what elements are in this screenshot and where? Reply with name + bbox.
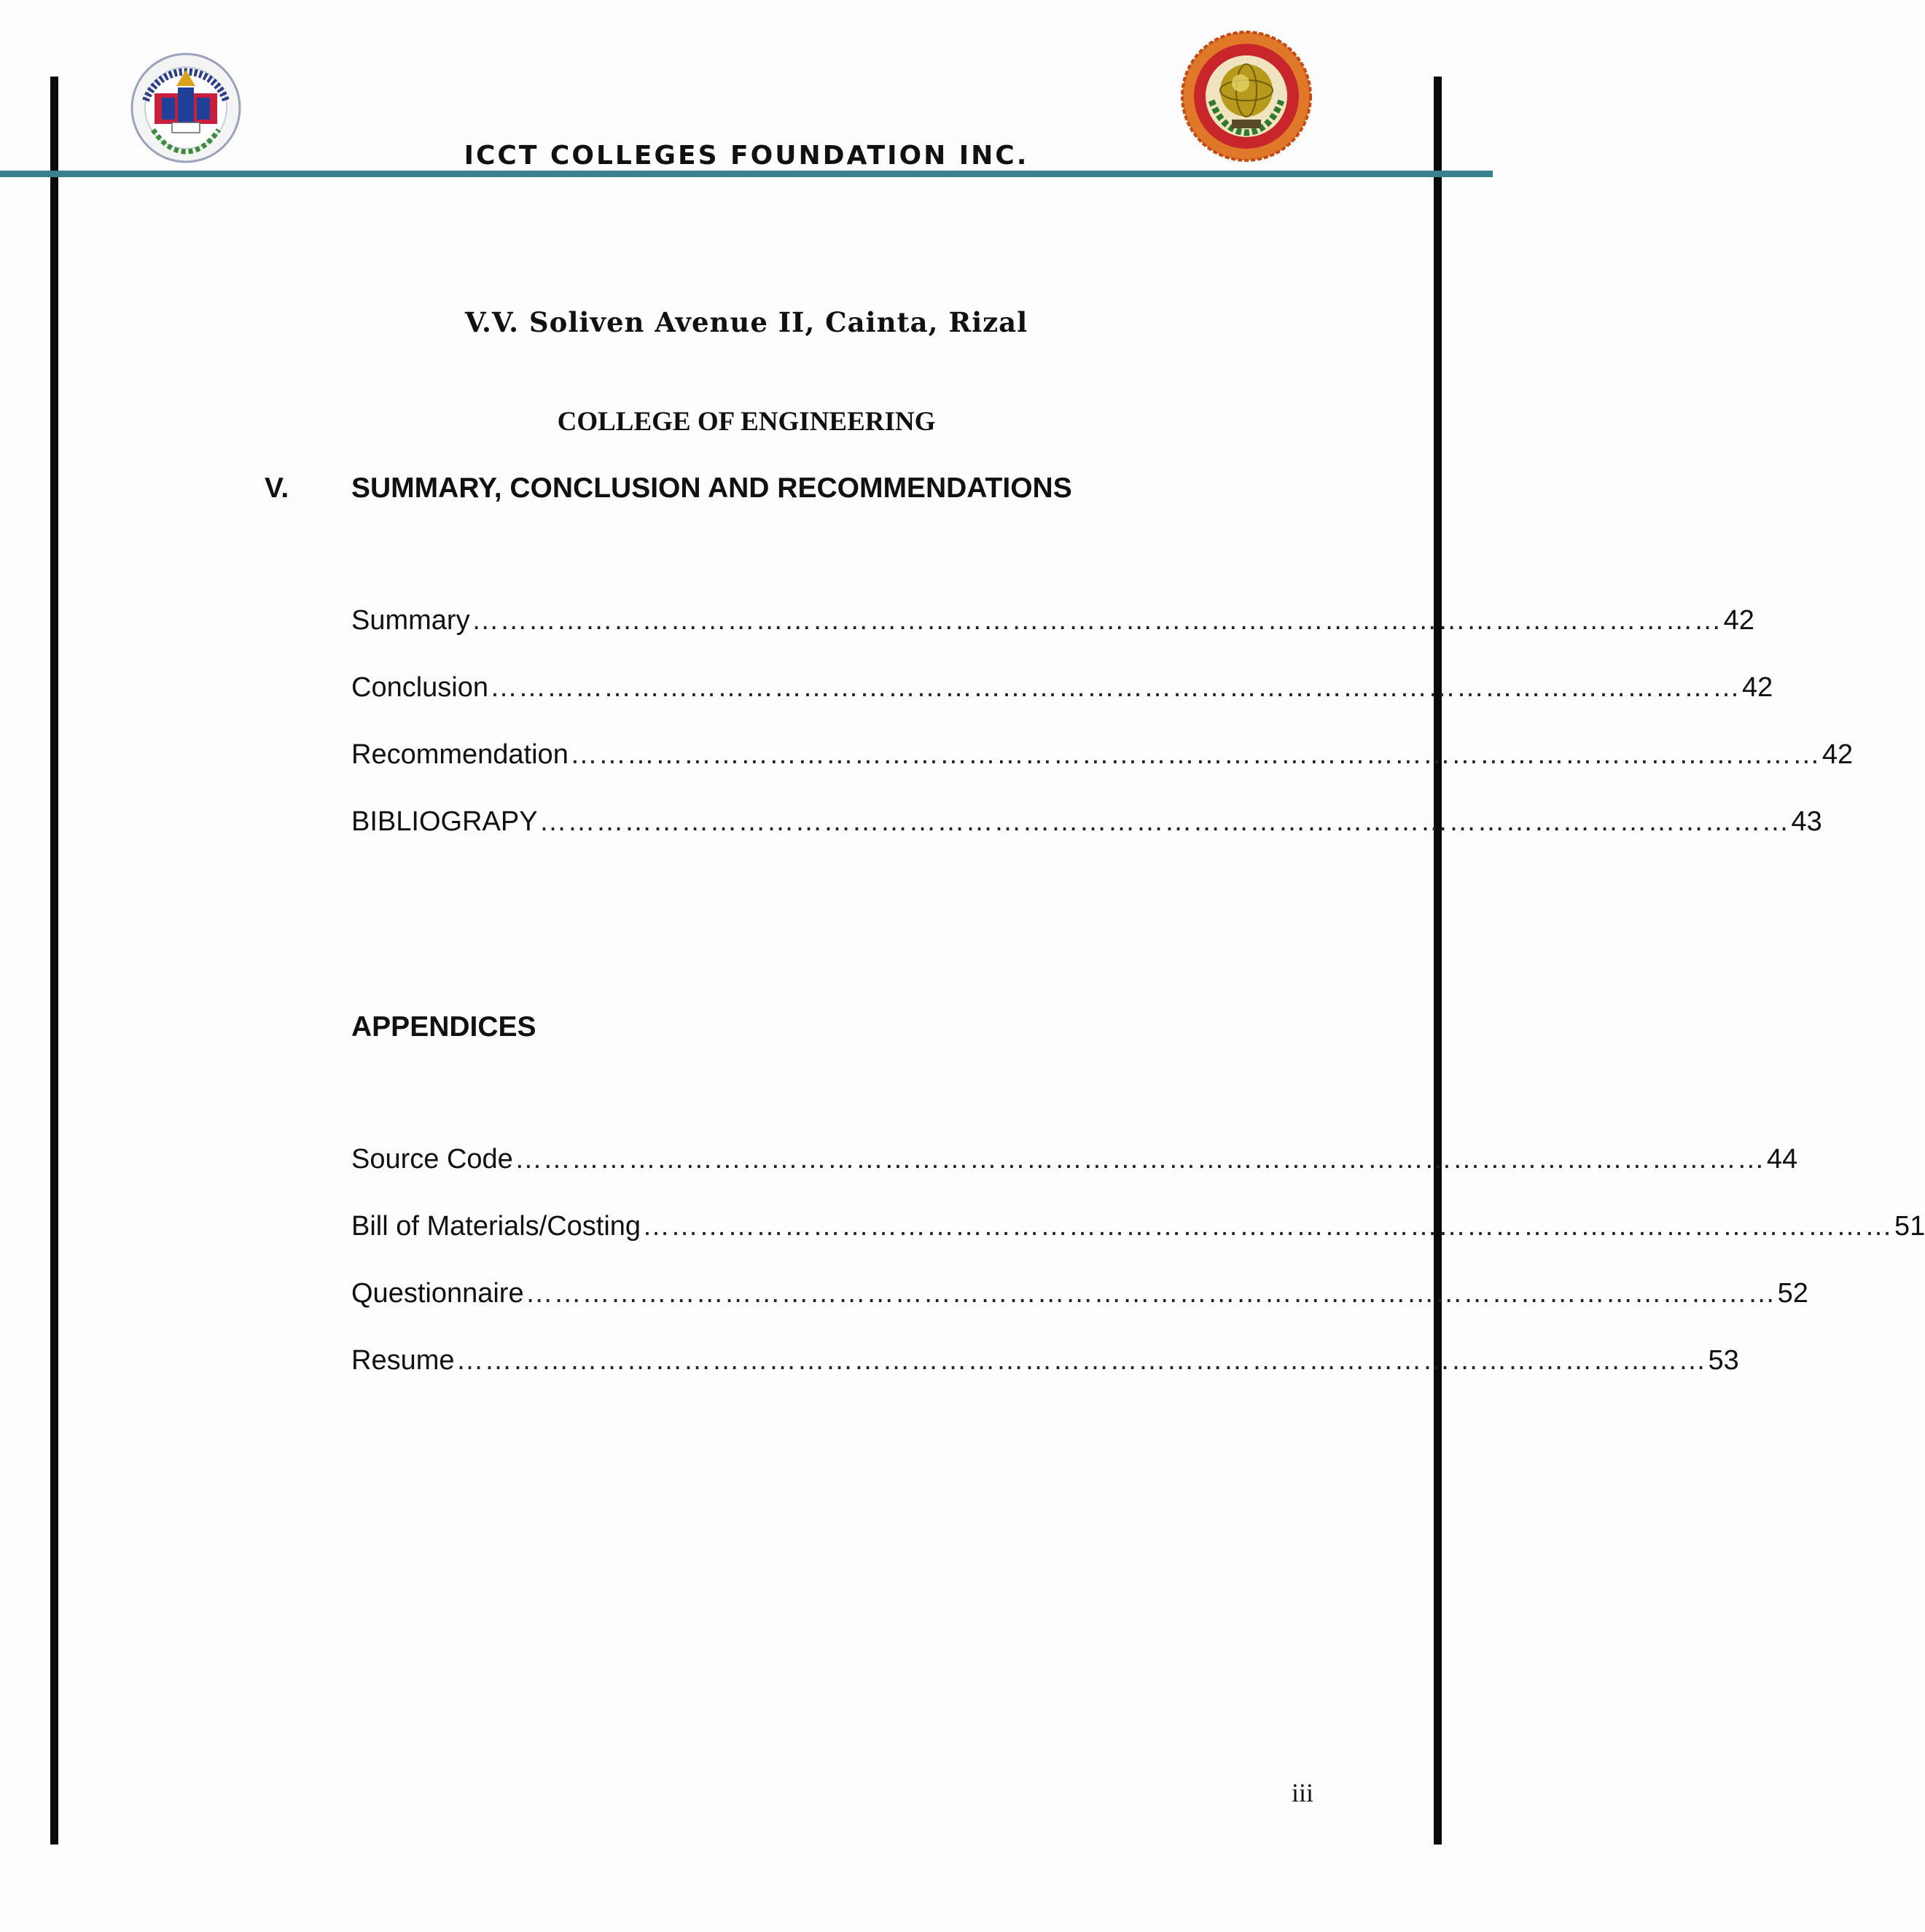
toc-entry[interactable]: [351, 1278, 1808, 1309]
toc-entry-label: Questionnaire: [351, 1278, 524, 1309]
toc-entry-page: 42: [1723, 605, 1754, 636]
dot-leader: ……………………………………………………………………………………………………………………: [642, 1211, 1894, 1242]
section-number: V.: [265, 472, 289, 504]
college-name: COLLEGE OF ENGINEERING: [557, 407, 936, 437]
dot-leader: ……………………………………………………………………………………………………………………: [525, 1278, 1776, 1309]
page-number: iii: [1292, 1778, 1314, 1807]
toc-entry[interactable]: [351, 1211, 1925, 1242]
toc-entry[interactable]: [351, 605, 1754, 636]
toc-entry-page: 52: [1777, 1278, 1808, 1309]
dot-leader: ……………………………………………………………………………………………………………………: [514, 1144, 1765, 1175]
toc-entry[interactable]: [351, 1144, 1798, 1175]
toc-entry[interactable]: [351, 1345, 1739, 1376]
toc-entry[interactable]: [351, 672, 1773, 704]
right-border-bar: [1434, 77, 1442, 1845]
toc-entry-label: Conclusion: [351, 672, 488, 703]
toc-entry-label: Resume: [351, 1345, 455, 1376]
toc-entry-page: 43: [1791, 806, 1822, 837]
toc-entry-page: 51: [1894, 1211, 1925, 1242]
toc-entry[interactable]: [351, 806, 1822, 838]
toc-entry-label: Recommendation: [351, 739, 569, 770]
dot-leader: ……………………………………………………………………………………………………………………: [490, 672, 1741, 703]
dot-leader: ……………………………………………………………………………………………………………………: [569, 739, 1821, 770]
toc-entry-label: Summary: [351, 605, 470, 636]
appendices-heading: APPENDICES: [351, 1011, 536, 1043]
section-title: SUMMARY, CONCLUSION AND RECOMMENDATIONS: [351, 472, 1072, 504]
institution-name: ICCT COLLEGES FOUNDATION INC.: [464, 141, 1029, 171]
toc-entry-page: 42: [1821, 739, 1854, 770]
address-line: V.V. Soliven Avenue II, Cainta, Rizal: [464, 306, 1028, 338]
toc-entry-label: Source Code: [351, 1144, 513, 1175]
toc-entry-label: Bill of Materials/Costing: [351, 1211, 641, 1242]
toc-entry-page: 42: [1742, 672, 1773, 703]
dot-leader: ……………………………………………………………………………………………………………………: [539, 806, 1790, 837]
toc-entry-page: 44: [1766, 1144, 1798, 1175]
toc-entry[interactable]: [351, 739, 1854, 771]
toc-entry-label: BIBLIOGRAPY: [351, 806, 538, 837]
dot-leader: ……………………………………………………………………………………………………………………: [471, 605, 1722, 636]
left-border-bar: [50, 77, 58, 1845]
toc-entry-page: 53: [1708, 1345, 1739, 1376]
dot-leader: ……………………………………………………………………………………………………………………: [456, 1345, 1707, 1376]
header-rule: [0, 171, 1493, 177]
